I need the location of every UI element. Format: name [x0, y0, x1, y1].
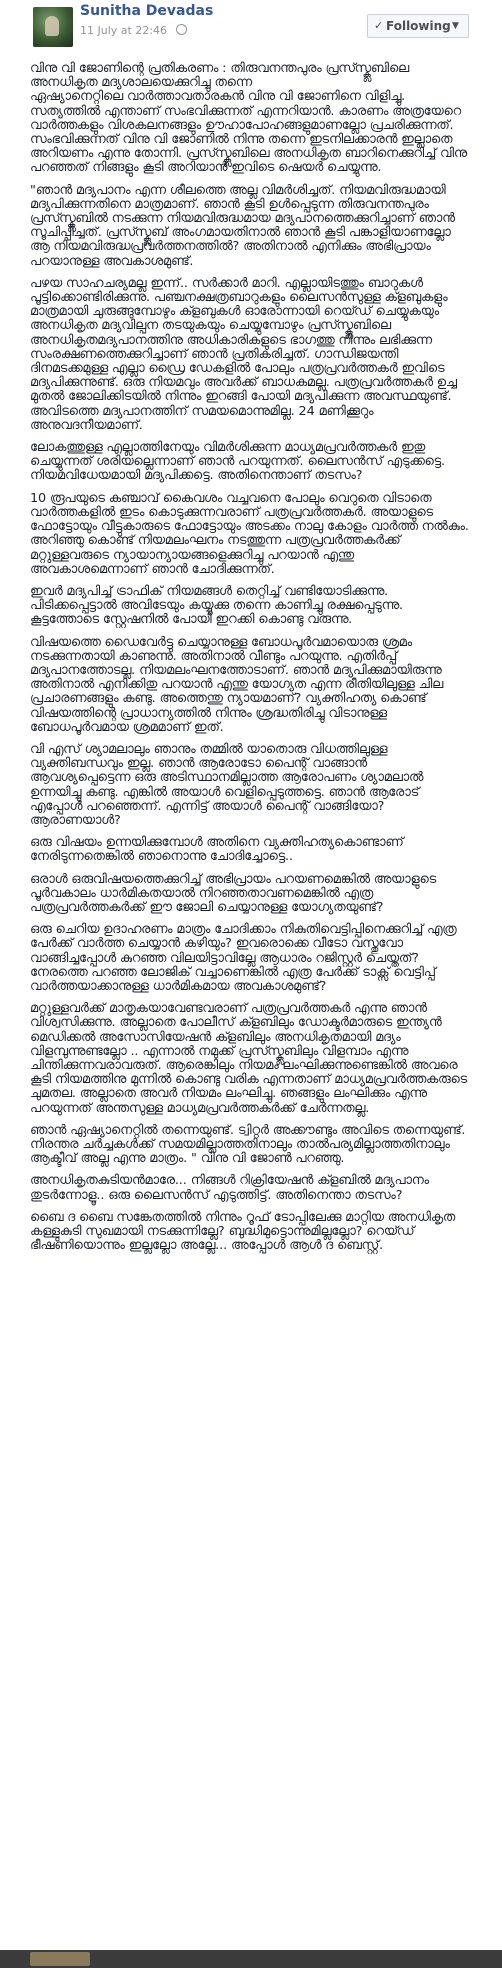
post-paragraph: വി എസ് ശ്യാമലാലും ഞാനും തമ്മിൽ യാതൊരു വിധത്തിലുള്ള വ്യക്തിബന്ധവും ഇല്ല. ഞാൻ ആരോടോ പൈന്റ് വാങ്ങാൻ ആവശ്യപ്പെട്ടെന്ന ഒരു അടിസ്ഥാനമില്ലാത്ത ആരോപണം ശ്യാമലാൽ ഉന്നയിച്ചു കണ്ടു. എങ്കിൽ അയാൾ വെളിപ്പെടുത്തട്ടെ. ഞാൻ ആരോട് എപ്പോൾ പറഞ്ഞെന്ന്. എന്നിട്ട് അയാൾ പൈന്റ് വാങ്ങിയോ? ആരാണയാൾ? [30, 741, 424, 828]
post-paragraph: ഒരു ചെറിയ ഉദാഹരണം മാത്രം ചോദിക്കാം നികുതിവെട്ടിപ്പിനെക്കുറിച്ച് എത്ര പേർക്ക് വാർത്ത ചെയ്യാൻ കഴിയും? ഇവരൊക്കെ വീടോ വസ്തുവോ വാങ്ങിച്ചപ്പോൾ കുറഞ്ഞ വിലയിട്ടാവില്ലേ ആധാരം റജിസ്റ്റർ ചെയ്തത്? നേരത്തെ പറഞ്ഞ ലോജിക് വച്ചാണെങ്കിൽ എത്ര പേർക്ക് ടാക്സ് വെട്ടിപ്പ് വാർത്തയാക്കാനുള്ള ധാർമികമായ അവകാശമുണ്ട്? [30, 922, 457, 994]
post-paragraph: "ഞാൻ മദ്യപാനം എന്ന ശീലത്തെ അല്ല വിമർശിച്ചത്. നിയമവിരുദ്ധമായി മദ്യപിക്കുന്നതിനെ മാത്രമാണ്. ഞാൻ കൂടി ഉൾപ്പെടുന്ന തിരുവനന്തപുരം പ്രസ്സ്ക്ലബിൽ നടക്കുന്ന നിയമവിരുദ്ധമായ മദ്യപാനത്തെക്കുറിച്ചാണ് ഞാൻ സൂചിപ്പിച്ചത്. പ്രസ്സ്ക്ലബ് അംഗമായതിനാൽ ഞാൻ കൂടി പങ്കാളിയാണല്ലോ ആ നിയമവിരുദ്ധപ്രവർത്തനത്തിൽ? അതിനാൽ എനിക്കും അഭിപ്രായം പറയാനുള്ള അവകാശമുണ്ട്. [30, 182, 455, 269]
post-paragraph: ഇവർ മദ്യപിച്ച് ട്രാഫിക് നിയമങ്ങൾ തെറ്റിച്ച് വണ്ടിയോടിക്കുന്നു. പിടിക്കപ്പെട്ടാൽ അവിടേയും കയ്യൂക്കു തന്നെ കാണിച്ചു രക്ഷപ്പെടുന്നു. കൂട്ടത്തോടെ സ്റ്റേഷനിൽ പോയി ഇറക്കി കൊണ്ടു വരുന്നു. [30, 583, 403, 628]
post-body [30, 62, 470, 1261]
chevron-down-icon[interactable]: ▼ [452, 21, 459, 31]
post-timestamp[interactable]: 11 July at 22:46 [80, 24, 168, 37]
author-name[interactable]: Sunitha Devadas [80, 3, 214, 19]
post-paragraph: പഴയ സാഹചര്യമല്ല ഇന്ന്.. സർക്കാർ മാറി. എല്ലായിടത്തും ബാറുകൾ പൂട്ടിക്കൊണ്ടിരിക്കുന്നു. പഞ്ചനക്ഷത്രബാറുകളും ലൈസൻസുള്ള ക്ളബുകളും മാത്രമായി ചുരുങ്ങുമ്പോഴും ക്ളബുകൾ ഓരോന്നായി റെയ്ഡ് ചെയ്യുകയും അനധികൃത മദ്യവില്പന തടയുകയും ചെയ്യുമ്പോഴും പ്രസ്സ്ക്ലബിലെ അനധികൃതമദ്യപാനത്തിനു അധികാരികളുടെ ഭാഗത്തു നിന്നും ലഭിക്കുന്ന സംരക്ഷണത്തെക്കുറിച്ചാണ് ഞാൻ പ്രതികരിച്ചത്. ഗാന്ധിജയന്തി ദിനമടക്കമുള്ള എല്ലാ ഡ്രൈ ഡേകളിൽ പോലും പത്രപ്രവർത്തകർ ഇവിടെ മദ്യപിക്കുന്നുണ്ട്. ഒരു നിയമവും അവർക്ക് ബാധകമല്ല. പത്രപ്രവർത്തകർ ഉച്ച മുതൽ ജോലിക്കിടയിൽ നിന്നും ഇറങ്ങി പോയി മദ്യപിക്കുന്ന അവസ്ഥയുണ്ട്. അവിടത്തെ മദ്യപാനത്തിന് സമയമൊന്നുമില്ല. 24 മണിക്കൂറും അനുവദനീയമാണ്. [30, 275, 457, 433]
post-meta [80, 24, 187, 37]
image-preview [30, 1952, 90, 1966]
post-paragraph: അനധികൃതകുടിയൻമാരേ... നിങ്ങൾ റിക്രിയേഷൻ ക്ളബിൽ മദ്യപാനം തുടർന്നോളൂ.. ഒരു ലൈസൻസ് എടുത്തിട്ട്. അതിനെന്താ തടസം? [30, 1173, 429, 1203]
post-paragraph: ഒരാൾ ഒരുവിഷയത്തെക്കുറിച്ച് അഭിപ്രായം പറയണമെങ്കിൽ അയാളുടെ പൂർവകാലം ധാർമികതയാൽ നിറഞ്ഞതാവണമെങ്കിൽ എത്ര പത്രപ്രവർത്തകർക്ക് ഈ ജോലി ചെയ്യാനുള്ള യോഗ്യതയുണ്ട്? [30, 871, 437, 915]
post-paragraph: മറ്റുള്ളവർക്ക് മാതൃകയാവേണ്ടവരാണ് പത്രപ്രവർത്തകർ എന്നു ഞാൻ വിശ്വസിക്കുന്നു. അല്ലാതെ പോലീസ് ക്ളബിലും ഡോക്ടർമാരുടെ ഇന്ത്യൻ മെഡിക്കൽ അസോസിയേഷൻ ക്ളബിലും അനധികൃതമായി മദ്യം വിളമ്പുന്നുണ്ടല്ലോ .. എന്നാൽ നമുക്ക് പ്രസ്സ്ക്ലബിലും വിളമ്പാം എന്നു ചിന്തിക്കുന്നവരാവരുത്. ആരെങ്കിലും നിയമം ലംഘിക്കുന്നുണ്ടെങ്കിൽ അവരെ കൂടി നിയമത്തിനു മുന്നിൽ കൊണ്ടു വരിക എന്നതാണ് മാധ്യമപ്രവർത്തകരുടെ ചുമതല. അല്ലാതെ അവർ നിയമം ലംഘിച്ചു. ഞങ്ങളും ലംഘിക്കും എന്നു പറയുന്നത് അന്തസുള്ള മാധ്യമപ്രവർത്തകർക്ക് ചേർന്നതല്ല. [30, 1001, 468, 1116]
post-header [0, 0, 502, 48]
post-paragraph: ലോകത്തുള്ള എല്ലാത്തിനേയും വിമർശിക്കുന്ന മാധ്യമപ്രവർത്തകർ ഇതു ചെയ്യുന്നത് ശരിയല്ലെന്നാണ് ഞാൻ പറയുന്നത്. ലൈസൻസ് എടുക്കട്ടെ. നിയമവിധേയമായി മദ്യപിക്കട്ടെ. അതിനെന്താണ് തടസം? [30, 440, 446, 484]
avatar[interactable] [33, 7, 73, 47]
post-paragraph: ഞാൻ ഏഷ്യാനെറ്റിൽ തന്നെയുണ്ട്. ട്വിറ്റർ അക്കൗണ്ടും അവിടെ തന്നെയുണ്ട്. നിരന്തര ചർച്ചകൾക്ക് സമയമില്ലാത്തതിനാലും താൽപര്യമില്ലാത്തതിനാലും ആക്ടീവ് അല്ല എന്നു മാത്രം. " വിനു വി ജോൺ പറഞ്ഞു. [30, 1122, 466, 1167]
check-icon: ✓ [374, 19, 384, 32]
post-paragraph: ഒരു വിഷയം ഉന്നയിക്കുമ്പോൾ അതിനെ വ്യക്തിഹത്യകൊണ്ടാണ് നേരിടുന്നതെങ്കിൽ ഞാനൊന്നു ചോദിച്ചോട്ടെ.. [30, 835, 404, 865]
post-paragraph: വിനു വി ജോണിന്റെ പ്രതികരണം : തിരുവനന്തപുരം പ്രസ്സ്ക്ലബിലെ അനധികൃത മദ്യശാലയെക്കുറിച്ചു തന്നെ ഏഷ്യാനെറ്റിലെ വാർത്താവതാരകൻ വിനു വി ജോണിനെ വിളിച്ചു. സത്യത്തിൽ എന്താണ് സംഭവിക്കുന്നത് എന്നറിയാൻ. കാരണം അത്രയേറെ വാർത്തകളും വിശകലനങ്ങളും ഊഹാപോഹങ്ങളുമാണല്ലോ പ്രചരിക്കുന്നത്. സംഭവിക്കുന്നത് വിനു വി ജോണിൽ നിന്നു തന്നെ ഇടനിലക്കാരൻ ഇല്ലാതെ അറിയണം എന്നു തോന്നി. പ്രസ്സ്ക്ലബിലെ അനധികൃത ബാറിനെക്കുറിച്ച് വിനു പറഞ്ഞത് നിങ്ങളും കൂടി അറിയാൻ ഇവിടെ ഷെയർ ചെയ്യുന്നു. [30, 61, 467, 176]
attached-image-strip[interactable] [0, 1950, 502, 1968]
post-paragraph: വിഷയത്തെ ഡൈവേർട്ടു ചെയ്യാനുള്ള ബോധപൂർവമായൊരു ശ്രമം നടക്കുന്നതായി കാണുന്നു. അതിനാൽ വീണ്ടും പറയുന്നു. എതിർപ്പ് മദ്യപാനത്തോടല്ല. നിയമലംഘനത്തോടാണ്. ഞാൻ മദ്യപിക്കുമായിരുന്നു അതിനാൽ എനിക്കിതു പറയാൻ എന്തു യോഗ്യത എന്ന രീതിയിലുള്ള ചില പ്രചാരണങ്ങളും കണ്ടു. അത്തെന്തു ന്യായമാണ്? വ്യക്തിഹത്യ കൊണ്ട് വിഷയത്തിന്റെ പ്രാധാന്യത്തിൽ നിന്നും ശ്രദ്ധതിരിച്ചു വിടാനുള്ള ബോധപൂർവമായ ശ്രമമാണ് ഇത്. [30, 634, 444, 735]
post-paragraph: ബൈ ദ ബൈ സങ്കേതത്തിൽ നിന്നും റൂഫ് ടോപ്പിലേക്കു മാറ്റിയ അനധികൃത കള്ളുകുടി സുഖമായി നടക്കുന്നില്ലേ? ബുദ്ധിമുട്ടൊന്നുമില്ലല്ലോ? റെയ്ഡ് ഭീഷണിയൊന്നും ഇല്ലല്ലോ അല്ലേ... അപ്പോൾ ആൾ ദ ബെസ്റ്റ്. [30, 1209, 456, 1254]
following-button[interactable] [367, 14, 469, 38]
post-paragraph: 10 രൂപയുടെ കഞ്ചാവ് കൈവശം വച്ചവനെ പോലും വെറുതെ വിടാതെ വാർത്തകളിൽ ഇടം കൊടുക്കുന്നവരാണ് പത്രപ്രവർത്തകർ. അയാളുടെ ഫോട്ടോയും വീട്ടുകാരുടെ ഫോട്ടോയും അടക്കം നാലു കോളം വാർത്ത നൽകും. അറിഞ്ഞു കൊണ്ട് നിയമലംഘനം നടത്തുന്ന പത്രപ്രവർത്തകർക്ക് മറ്റുള്ളവരുടെ ന്യായാന്യായങ്ങളെക്കുറിച്ചു പറയാൻ എന്തു അവകാശമെന്നാണ് ഞാൻ ചോദിക്കുന്നത്. [30, 490, 469, 577]
following-label: Following [386, 19, 451, 33]
globe-icon [176, 24, 187, 35]
